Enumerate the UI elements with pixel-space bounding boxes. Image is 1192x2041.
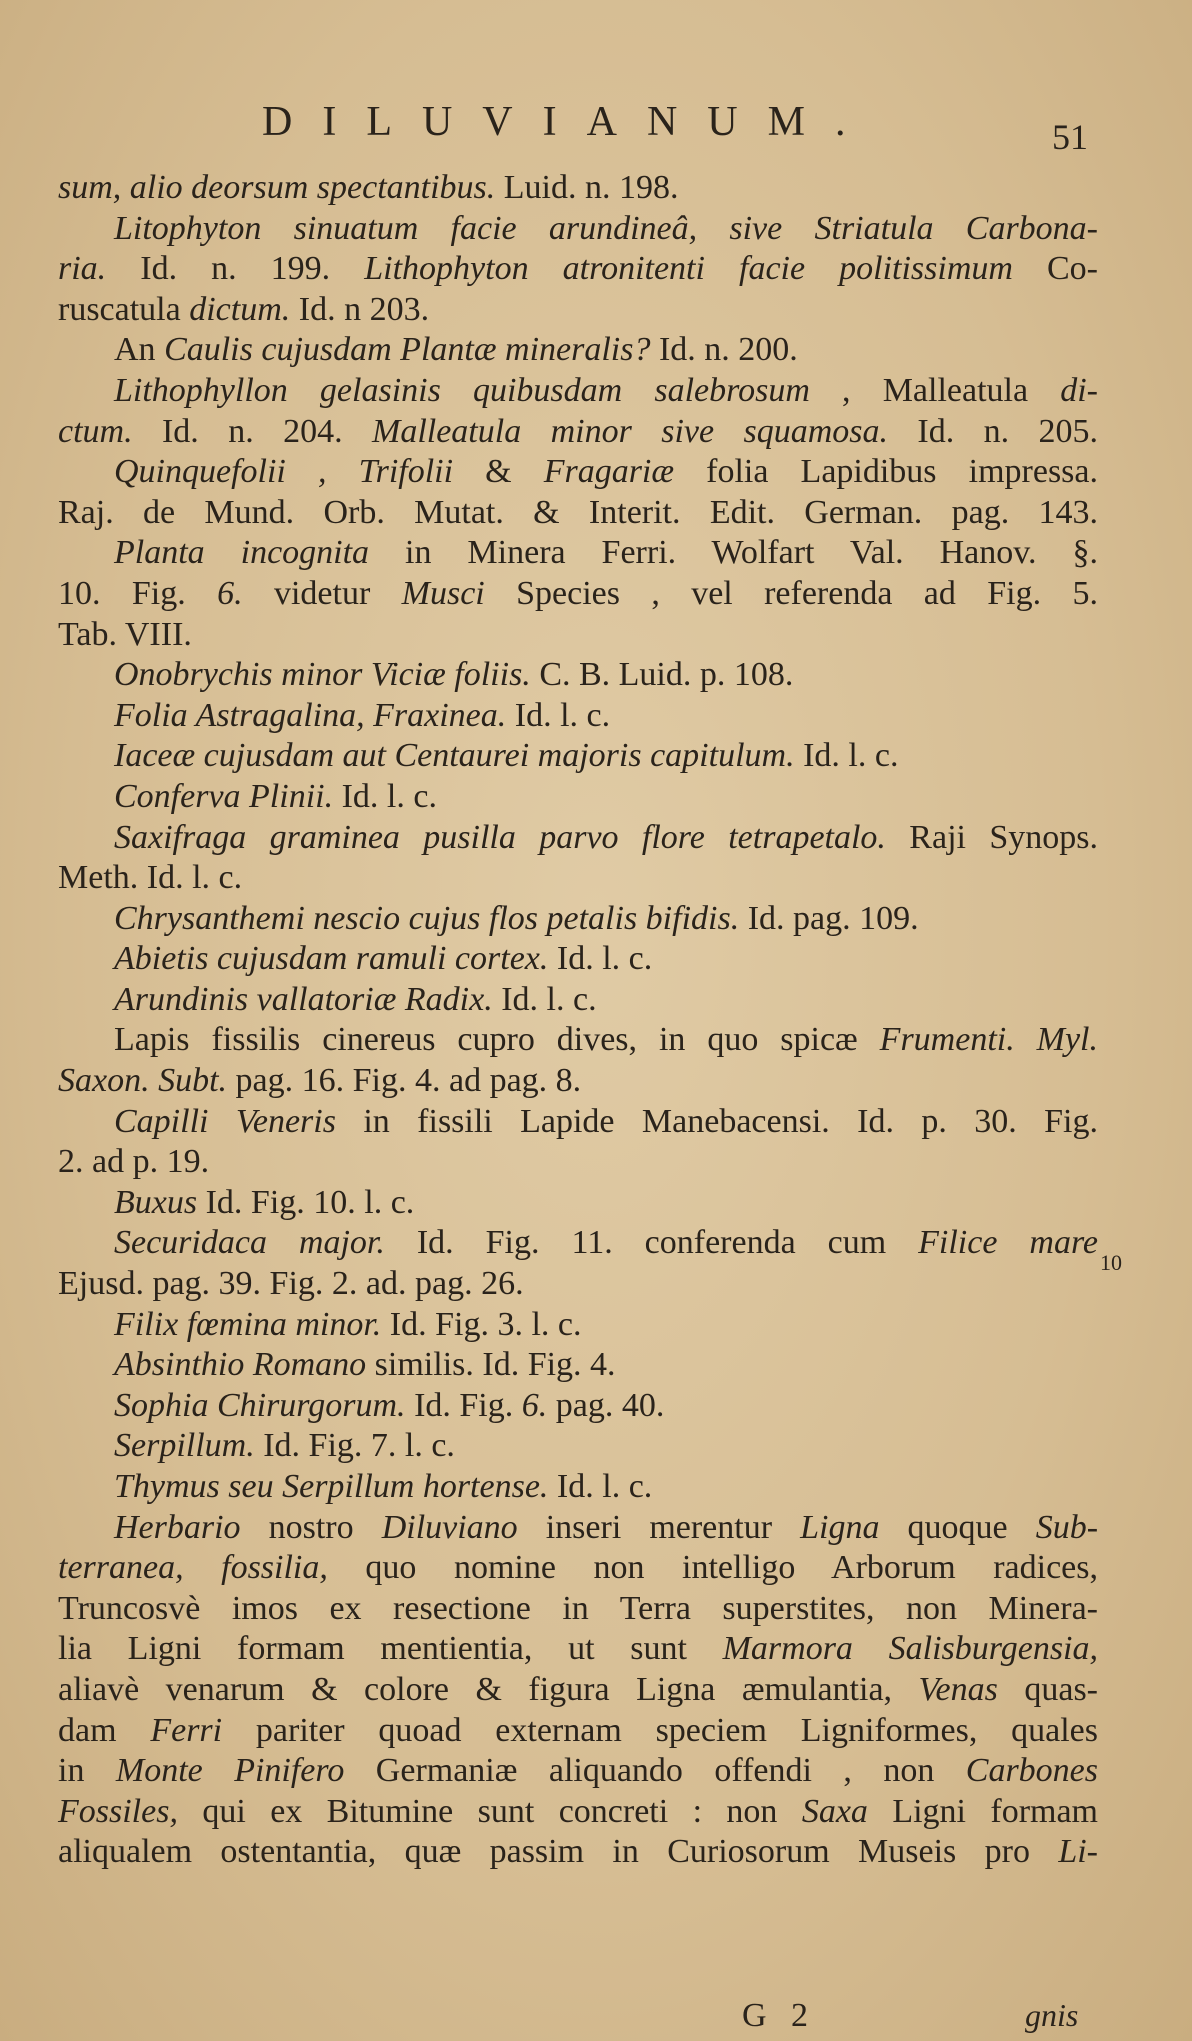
text-line bbox=[58, 574, 1098, 615]
roman-run: Ligni formam bbox=[867, 1792, 1099, 1830]
roman-run: Id. l. c. bbox=[333, 777, 437, 815]
roman-run: Id. Fig. 3. l. c. bbox=[381, 1305, 582, 1343]
roman-run: Id. n 203. bbox=[290, 290, 430, 328]
italic-run: Thymus seu Serpillum hortense. bbox=[114, 1468, 549, 1505]
roman-run: Raj. de Mund. Orb. Mutat. & Interit. Edit. German. pag. 143. bbox=[58, 493, 1098, 531]
text-line bbox=[58, 249, 1098, 290]
italic-run: Quinquefolii , Trifolii bbox=[114, 453, 454, 491]
roman-run: folia Lapidibus impressa. bbox=[674, 453, 1098, 491]
roman-run: Id. n. 199. bbox=[106, 250, 365, 288]
text-line bbox=[58, 1061, 1098, 1102]
text-line bbox=[58, 655, 1098, 696]
text-line bbox=[58, 1589, 1098, 1630]
text-line bbox=[58, 1670, 1098, 1711]
italic-run: Serpillum. bbox=[114, 1427, 255, 1465]
roman-run: Id. l. c. bbox=[794, 737, 899, 775]
roman-run: Id. l. c. bbox=[548, 940, 653, 978]
text-line bbox=[58, 1142, 1098, 1183]
italic-run: terranea, fossilia, bbox=[58, 1549, 328, 1587]
text-line bbox=[58, 899, 1098, 940]
text-line bbox=[58, 330, 1098, 371]
roman-run: Id. l. c. bbox=[548, 1468, 653, 1505]
italic-run: Venas bbox=[918, 1670, 998, 1708]
italic-run: Arundinis vallatoriæ Radix. bbox=[114, 980, 493, 1018]
text-line bbox=[58, 1345, 1098, 1386]
text-line bbox=[58, 1264, 1098, 1305]
text-line bbox=[58, 777, 1098, 818]
roman-run: inseri merentur bbox=[517, 1508, 801, 1546]
text-line bbox=[58, 615, 1098, 656]
text-line bbox=[58, 1792, 1098, 1833]
text-line bbox=[58, 980, 1098, 1021]
italic-run: sum, alio deorsum spectantibus. bbox=[58, 169, 496, 206]
roman-run: videtur bbox=[242, 574, 402, 612]
margin-note: 10 bbox=[1100, 1250, 1122, 1275]
italic-run: di- bbox=[1060, 371, 1098, 409]
text-line bbox=[58, 696, 1098, 737]
text-line bbox=[58, 1102, 1098, 1143]
roman-run: Id. Fig. 11. conferenda cum bbox=[384, 1224, 919, 1262]
roman-run: Id. l. c. bbox=[506, 696, 611, 734]
italic-run: Filix fœmina minor. bbox=[114, 1305, 382, 1343]
text-line bbox=[58, 371, 1098, 412]
italic-run: Musci bbox=[401, 574, 485, 612]
italic-run: Lithophyllon gelasinis quibusdam salebrosum bbox=[114, 371, 810, 409]
roman-run: 10. Fig. bbox=[58, 574, 218, 612]
roman-run: Id. n. 200. bbox=[650, 331, 798, 369]
text-line bbox=[58, 290, 1098, 331]
text-line bbox=[58, 1426, 1098, 1467]
text-line bbox=[58, 452, 1098, 493]
roman-run: Lapis fissilis cinereus cupro dives, in quo spicæ bbox=[114, 1021, 880, 1059]
italic-run: Capilli Veneris bbox=[114, 1102, 336, 1140]
roman-run: Id. Fig. bbox=[405, 1386, 522, 1424]
roman-run: Id. l. c. bbox=[492, 980, 597, 1018]
roman-run: pag. 40. bbox=[547, 1386, 665, 1424]
text-line bbox=[58, 1223, 1098, 1264]
text-line bbox=[58, 168, 1098, 209]
roman-run: Id. n. 205. bbox=[888, 412, 1099, 450]
italic-run: Fossiles, bbox=[58, 1792, 178, 1830]
body-text bbox=[58, 168, 1098, 1873]
roman-run: Id. n. 204. bbox=[132, 412, 372, 450]
italic-run: Lithophyton atronitenti facie politissimum bbox=[364, 250, 1013, 288]
roman-run: Id. Fig. 10. l. c. bbox=[197, 1183, 415, 1221]
italic-run: ria. bbox=[58, 250, 107, 288]
italic-run: Securidaca major. bbox=[114, 1224, 385, 1262]
text-line bbox=[58, 1467, 1098, 1508]
italic-run: ctum. bbox=[58, 412, 133, 450]
italic-run: Frumenti. Myl. bbox=[879, 1021, 1099, 1059]
italic-run: Marmora Salisburgensia, bbox=[722, 1630, 1098, 1668]
italic-run: Caulis cujusdam Plantæ mineralis? bbox=[164, 331, 651, 369]
catchword: gnis bbox=[1025, 1997, 1079, 2033]
roman-run: lia Ligni formam mentientia, ut sunt bbox=[58, 1630, 723, 1668]
italic-run: Filice mare bbox=[918, 1224, 1099, 1262]
text-line bbox=[58, 493, 1098, 534]
italic-run: Chrysanthemi nescio cujus flos petalis bifidis. bbox=[114, 899, 740, 937]
roman-run: Meth. Id. l. c. bbox=[58, 859, 243, 897]
italic-run: Sophia Chirurgorum. bbox=[114, 1386, 406, 1424]
roman-run: An bbox=[114, 331, 165, 369]
text-line bbox=[58, 818, 1098, 859]
italic-run: 6. bbox=[217, 574, 243, 612]
italic-run: Malleatula minor sive squamosa. bbox=[372, 412, 888, 450]
italic-run: 6. bbox=[521, 1386, 548, 1424]
italic-run: Saxifraga graminea pusilla parvo flore tetrapetalo. bbox=[114, 818, 886, 856]
roman-run: Germaniæ aliquando offendi , non bbox=[344, 1752, 966, 1790]
italic-run: Buxus bbox=[114, 1183, 198, 1221]
roman-run: C. B. Luid. p. 108. bbox=[530, 656, 794, 694]
roman-run: similis. Id. Fig. 4. bbox=[366, 1346, 616, 1384]
text-line bbox=[58, 1183, 1098, 1224]
italic-run: Absinthio Romano bbox=[114, 1346, 367, 1384]
roman-run: pag. 16. Fig. 4. ad pag. 8. bbox=[227, 1062, 582, 1100]
roman-run: nostro bbox=[240, 1508, 382, 1546]
text-line bbox=[58, 1629, 1098, 1670]
roman-run: Ejusd. pag. 39. Fig. 2. ad. pag. 26. bbox=[58, 1265, 524, 1303]
text-line bbox=[58, 1711, 1098, 1752]
text-line bbox=[58, 1305, 1098, 1346]
roman-run: Luid. n. 198. bbox=[495, 169, 679, 206]
roman-run: in Minera Ferri. Wolfart Val. Hanov. §. bbox=[369, 534, 1099, 572]
roman-run: in bbox=[58, 1752, 116, 1790]
text-line bbox=[58, 533, 1098, 574]
roman-run: quas- bbox=[997, 1670, 1098, 1708]
roman-run: Species , vel referenda ad Fig. 5. bbox=[484, 574, 1098, 612]
text-line bbox=[58, 858, 1098, 899]
roman-run: pariter quoad externam speciem Ligniformes, quales bbox=[222, 1711, 1098, 1749]
text-line bbox=[58, 412, 1098, 453]
italic-run: Diluviano bbox=[381, 1508, 518, 1546]
roman-run: qui ex Bitumine sunt concreti : non bbox=[177, 1792, 802, 1830]
italic-run: Saxa bbox=[801, 1792, 868, 1830]
text-line bbox=[58, 939, 1098, 980]
roman-run: Id. Fig. 7. l. c. bbox=[254, 1427, 455, 1465]
roman-run: & bbox=[453, 453, 544, 491]
italic-run: Iaceæ cujusdam aut Centaurei majoris capitulum. bbox=[114, 737, 795, 775]
text-line bbox=[58, 209, 1098, 250]
text-line bbox=[58, 1751, 1098, 1792]
roman-run: Id. pag. 109. bbox=[739, 899, 919, 937]
text-line bbox=[58, 1020, 1098, 1061]
italic-run: Litophyton sinuatum facie arundineâ, sive Striatula Carbona- bbox=[114, 209, 1098, 247]
roman-run: Truncosvè imos ex resectione in Terra superstites, non Minera- bbox=[58, 1589, 1098, 1627]
italic-run: Sub- bbox=[1035, 1508, 1099, 1546]
italic-run: Carbones bbox=[965, 1752, 1098, 1790]
roman-run: aliavè venarum & colore & figura Ligna æmulantia, bbox=[58, 1670, 919, 1708]
italic-run: Abietis cujusdam ramuli cortex. bbox=[114, 940, 549, 978]
text-line bbox=[58, 1548, 1098, 1589]
text-line bbox=[58, 1832, 1098, 1873]
italic-run: Planta incognita bbox=[114, 534, 370, 572]
italic-run: Folia Astragalina, Fraxinea. bbox=[114, 696, 507, 734]
roman-run: dam bbox=[58, 1711, 151, 1749]
roman-run: Tab. VIII. bbox=[58, 615, 192, 653]
italic-run: Saxon. Subt. bbox=[58, 1062, 228, 1100]
page-number: 51 bbox=[1052, 117, 1088, 157]
text-line bbox=[58, 1386, 1098, 1427]
roman-run: Co- bbox=[1012, 250, 1098, 288]
roman-run: , Malleatula bbox=[809, 371, 1061, 409]
roman-run: 2. ad p. 19. bbox=[58, 1143, 210, 1181]
italic-run: Fragariæ bbox=[543, 453, 675, 491]
italic-run: dictum. bbox=[189, 290, 291, 328]
roman-run: quoque bbox=[879, 1508, 1036, 1546]
italic-run: Ferri bbox=[150, 1711, 223, 1749]
italic-run: Li- bbox=[1058, 1833, 1098, 1871]
italic-run: Monte Pinifero bbox=[115, 1752, 345, 1790]
text-line bbox=[58, 1508, 1098, 1549]
running-head: DILUVIANUM. bbox=[262, 99, 876, 145]
italic-run: Herbario bbox=[114, 1508, 241, 1546]
roman-run: quo nomine non intelligo Arborum radices, bbox=[327, 1549, 1098, 1587]
italic-run: Onobrychis minor Viciæ foliis. bbox=[114, 656, 531, 694]
roman-run: Raji Synops. bbox=[885, 818, 1098, 856]
text-line bbox=[58, 736, 1098, 777]
italic-run: Conferva Plinii. bbox=[114, 777, 334, 815]
roman-run: aliqualem ostentantia, quæ passim in Curiosorum Museis pro bbox=[58, 1833, 1059, 1871]
roman-run: in fissili Lapide Manebacensi. Id. p. 30. Fig. bbox=[335, 1102, 1098, 1140]
signature-mark: G 2 bbox=[742, 1997, 817, 2034]
roman-run: ruscatula bbox=[58, 290, 190, 328]
italic-run: Ligna bbox=[800, 1508, 880, 1546]
